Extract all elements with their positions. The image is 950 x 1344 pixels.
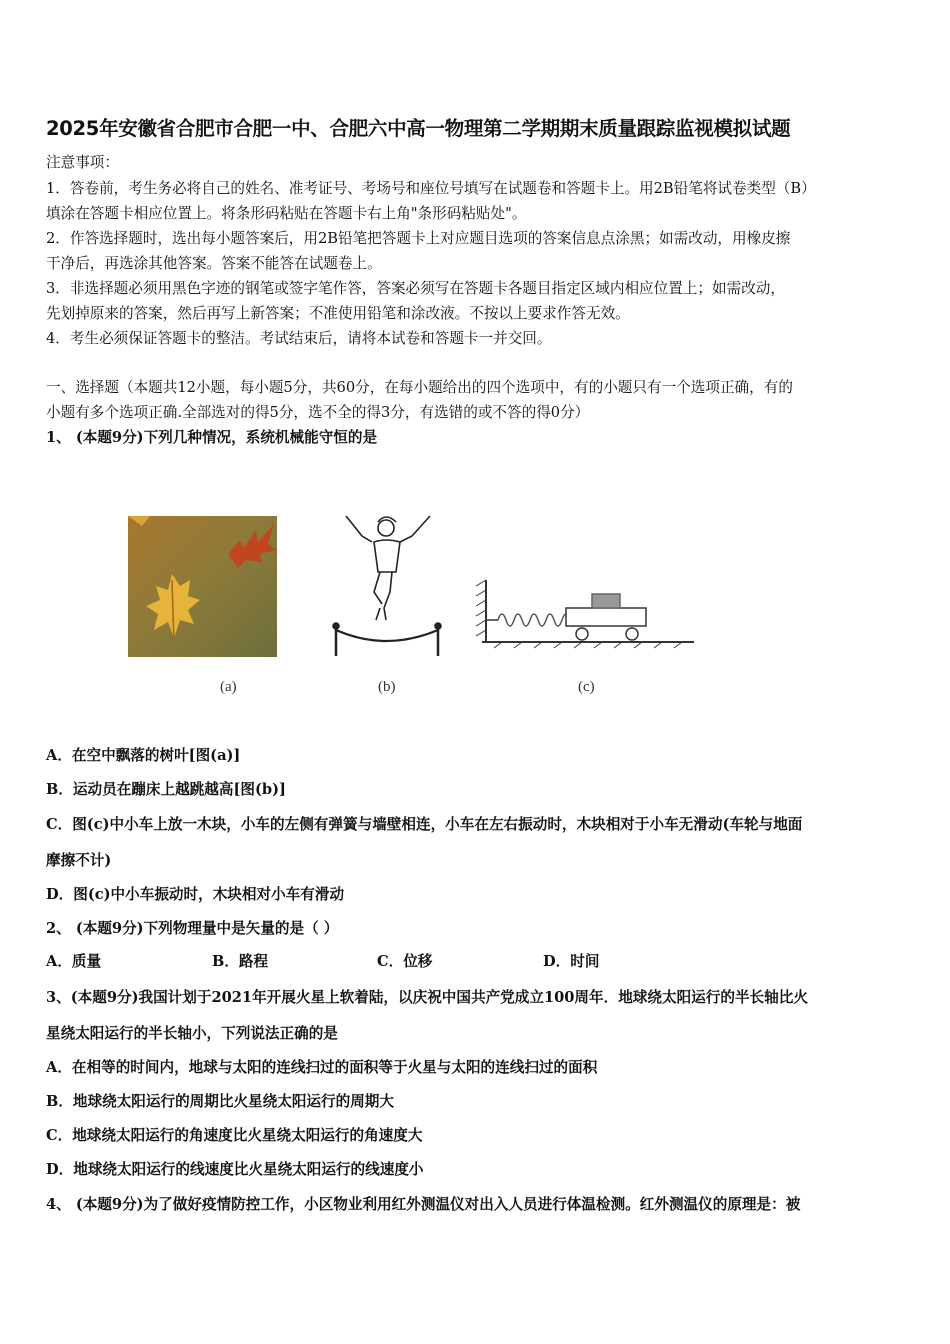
notice-line: 1．答卷前，考生务必将自己的姓名、准考证号、考场号和座位号填写在试题卷和答题卡上。用2B铅笔将试卷类型（B） xyxy=(46,180,816,197)
section-instructions: 小题有多个选项正确.全部选对的得5分，选不全的得3分，有选错的或不答的得0分） xyxy=(46,404,590,421)
notice-line: 3．非选择题必须用黑色字迹的钢笔或签字笔作答，答案必须写在答题卡各题目指定区域内相应位置上；如需改动， xyxy=(46,280,785,297)
page-title: 2025年安徽省合肥市合肥一中、合肥六中高一物理第二学期期末质量跟踪监视模拟试题 xyxy=(46,117,791,140)
figure-a-falling-leaves xyxy=(128,516,277,657)
question-3-option-a: A．在相等的时间内，地球与太阳的连线扫过的面积等于火星与太阳的连线扫过的面积 xyxy=(46,1059,598,1076)
wood-block xyxy=(592,594,620,608)
figure-b-trampoline xyxy=(328,512,446,662)
question-1-option-a: A．在空中飘落的树叶[图(a)] xyxy=(46,747,241,764)
question-2-option-d: D．时间 xyxy=(543,953,600,970)
question-2-option-a: A．质量 xyxy=(46,953,102,970)
question-3-option-b: B．地球绕太阳运行的周期比火星绕太阳运行的周期大 xyxy=(46,1093,394,1110)
question-3-option-c: C．地球绕太阳运行的角速度比火星绕太阳运行的角速度大 xyxy=(46,1127,423,1144)
question-2-option-c: C．位移 xyxy=(377,953,433,970)
section-instructions: 一、选择题（本题共12小题，每小题5分，共60分，在每小题给出的四个选项中，有的小题只有一个选项正确，有的 xyxy=(46,379,793,396)
notice-line: 干净后，再选涂其他答案。答案不能答在试题卷上。 xyxy=(46,255,382,272)
question-1-option-c: C．图(c)中小车上放一木块，小车的左侧有弹簧与墙壁相连，小车在左右振动时，木块相对于小车无滑动(车轮与地面 xyxy=(46,816,803,833)
question-1-option-d: D．图(c)中小车振动时，木块相对小车有滑动 xyxy=(46,886,345,903)
notice-line: 2．作答选择题时，选出每小题答案后，用2B铅笔把答题卡上对应题目选项的答案信息点涂黑；如需改动，用橡皮擦 xyxy=(46,230,791,247)
question-2-option-b: B．路程 xyxy=(212,953,269,970)
notice-line: 填涂在答题卡相应位置上。将条形码粘贴在答题卡右上角"条形码粘贴处"。 xyxy=(46,205,527,222)
notice-line: 4．考生必须保证答题卡的整洁。考试结束后，请将本试卷和答题卡一并交回。 xyxy=(46,330,552,347)
question-1-option-c-cont: 摩擦不计) xyxy=(46,852,112,869)
question-3-option-d: D．地球绕太阳运行的线速度比火星绕太阳运行的线速度小 xyxy=(46,1161,424,1178)
notice-line: 先划掉原来的答案，然后再写上新答案；不准使用铅笔和涂改液。不按以上要求作答无效。 xyxy=(46,305,630,322)
question-3-stem: 3、(本题9分)我国计划于2021年开展火星上软着陆，以庆祝中国共产党成立100周年．地球绕太阳运行的半长轴比火 xyxy=(46,989,808,1006)
question-1-stem: 1、 (本题9分)下列几种情况，系统机械能守恒的是 xyxy=(46,429,378,446)
question-1-option-b: B．运动员在蹦床上越跳越高[图(b)] xyxy=(46,781,286,798)
question-2-stem: 2、 (本题9分)下列物理量中是矢量的是（ ） xyxy=(46,920,339,937)
question-4-stem: 4、 (本题9分)为了做好疫情防控工作，小区物业利用红外测温仪对出入人员进行体温检测。红外测温仪的原理是：被 xyxy=(46,1196,801,1213)
figure-c-spring-cart xyxy=(474,576,698,652)
figure-c-caption: (c) xyxy=(578,679,595,695)
figure-a-caption: (a) xyxy=(220,679,237,695)
notice-heading: 注意事项： xyxy=(46,154,119,171)
question-3-stem-cont: 星绕太阳运行的半长轴小，下列说法正确的是 xyxy=(46,1025,338,1042)
figure-b-caption: (b) xyxy=(378,679,396,695)
